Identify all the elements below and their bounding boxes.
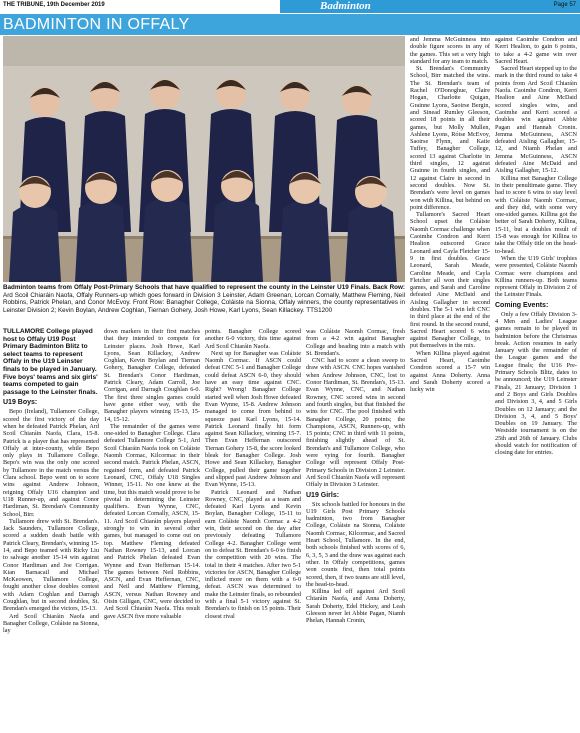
team-photo-illustration (3, 36, 405, 282)
article-column-1 (3, 328, 99, 730)
page-header (0, 0, 580, 14)
paragraph: Only a few Offaly Division 3-4 Men and Ladies' League games remain to be played in badminton before the Christmas break. Action resumes in early January with the remainder of the League games and the League finals; the U16 Pre-Primary Schools Blitz, dates to be announced; the U19 Leinster Finals, 21 January; Division 1 and 2 Boys and Girls Doubles and Division 3, 4, and 5 Girls Doubles on 12 January; and the Division 3, 4, and 5 Boys' Doubles on 19 January. The Westside tournament is on the 25th and 26th of January. Clubs should watch for notification of closing date for entries. (495, 310, 577, 457)
photo-caption (3, 284, 405, 326)
caption-lead: Badminton teams from Offaly Post-Primary Schools that have qualified to represent the county in the Leinster U19 Finals. Back Row: (3, 284, 405, 291)
page-number: Page 57 (553, 2, 576, 8)
paragraph: against Caoimhe Condron and Kerri Healion, to gain 6 points, to take a 4-2 game win over Sacred Heart. (495, 36, 577, 65)
article-title: BADMINTON IN OFFALY (3, 16, 190, 33)
section-name: Badminton (320, 0, 371, 12)
caption-text: Ard Scoil Chiaráin Naofa, Offaly Runners-up which goes forward in Division 3 Leinster, Adam Greenan, Lorcan Cornally, Matthew Fleming, Neil Robbins, Patrick Phelan, and Conor McEvoy. Front Row: Banagher College, Coláiste na Sionna, Offaly winners, the county representatives in Leinster Division 2; Kevin Boylan, Andrew Coghlan, Tiernan Gohery, Josh Howe, Karl Lyons, Sean Killackey. TTS1200 (3, 291, 405, 314)
article-column-4 (306, 328, 405, 730)
article-column-6 (495, 36, 577, 730)
paragraph: Next up for Banagher was Coláiste Naomh Cormac. If ASCN could defeat CNC 5-1 and Banagher College could defeat ASCN 6-0, they should have an easy time against CNC. Right? Wrong! Banagher College started well when Josh Howe defeated Evan Wynne, 15-8. Andrew Johnson managed to come from behind to squeeze past Karl Lyons, 15-14. Patrick Leonard finally hit form against Sean Killackey, winning 15-7. Then Evan Heffernan outscored Tiernan Gohery 15-8, the score looked bleak for Banagher College. Josh Howe and Sean Killackey, Banagher College, pulled their game together and slipped past Andrew Johnson and Evan Wynne, 15-13. (205, 349, 301, 489)
paragraph: and Jemma McGuinness into double figure scores in any of the games. This set a very high standard for any team to match. (410, 36, 490, 65)
paragraph: points. Banagher College scored another 6-0 victory, this time against Ard Scoil Chiaráin Naofa. (205, 328, 301, 350)
article-column-3 (205, 328, 301, 730)
paragraph: St. Brendan's Community School, Birr matched the wins. The St. Brendan's team of Rachel O'Donoghue, Claire Hogan, Charlotte Quigan, Grainne Lyons, Saoirse Bergin, and Sinead Rumley Gleeson, scored 18 points in all their games, but Molly Mullen, Ashlene Lyons, Róise McEvoy, Saoirse Flynn, and Katie Tuffey, Banagher College, scored 13 against Charlotte in third singles, 12 against Grainne in fourth singles, and 12 against Claire in second in second doubles. Now St. Brendan's were level on games won with Killina, but behind on point difference. (410, 65, 490, 211)
article-title-bar (0, 14, 580, 35)
team-photo (3, 36, 405, 282)
paragraph: When the U19 Girls' trophies were presented, Coláiste Naomh Cormac were champions and Killina runners-up. Both teams represent Offaly in Division 2 of the Leinster Finals. (495, 254, 577, 299)
article-lead: TULLAMORE College played host to Offaly U19 Post Primary Badminton Blitz to select teams to represent Offaly in the U19 Leinster finals to be played in January. Five boys' teams and six girls' teams competed to gain passage to the Leinster finals. (3, 328, 98, 396)
paragraph: was Coláiste Naomh Cormac, fresh from a 4-2 win against Banagher College and heading into a match with St. Brendan's. (306, 328, 405, 357)
paragraph: Tullamore drew with St. Brendan's. Jack Saunders, Tullamore College, scored a sudden death battle with Patrick Cleary, Brendan's, winning 15-14, and Bepo teamed with Ricky Liu to salvage another 15-14 win against Conor Hardiman and Joe Corrigan. Kian Barnacail and Michael McKeowen, Tullamore College, fought another close doubles contest with Adam Coghlan and Darragh Coughlan, but in second doubles, St. Brendan's emerged the victors, 15-13. (3, 517, 99, 613)
article-column-2 (104, 328, 200, 730)
paragraph: Sacred Heart stepped up to the mark in the third round to take 4 points from Ard Scoil Chiaráin Naofa. Caoimhe Condron, Kerri Healion and Aine McDaid scored singles wins, and Caoimhe and Kerri scored a doubles win against Abbie Pagan and Hannah Cronin. Jemma McGuinness, ASCN defeated Aisling Gallagher, 15-12, and Niamh Phelan and Jemma McGuinness, ASCN defeated Aine McDaid and Aisling Gallagher, 15-12. (495, 65, 577, 175)
subheading-u19-girls: U19 Girls: (306, 491, 340, 499)
paragraph: Six schools battled for honours in the U19 Girls Post Primary Schools badminton, two from Banagher College, Coláiste na Sionna, Coláiste Naomh Cormac, Kilcormac, and Sacred Heart School, Tullamore. In the end, both schools finished with scores of 6, 6, 3, 5, 3 and the draw was against each other. In Offaly competitions, games won counts first, then total points scored, then, if two teams are still level, the head-to-head. (306, 500, 405, 588)
section-tab (280, 0, 580, 13)
newspaper-name: THE TRIBUNE, 19th December 2019 (3, 2, 105, 8)
subheading-coming-events: Coming Events: (495, 301, 549, 309)
paragraph: Ard Scoil Chiaráin Naofa and Banagher College, Coláiste na Sionna, lay (3, 612, 99, 635)
paragraph: Killina met Banagher College in their penultimate game. They had to score 6 wins to stay level with Coláiste Naomh Cormac, and they did, with some very one-sided games. Killina got the better of Sarah Doherty, Killina, 15-11, but a doubles result of 15-8 was enough for Killina to take the Offaly title on the head-to-head. (495, 174, 577, 255)
paragraph: Tullamore's Sacred Heart School upset the Coláiste Naomh Cormac challenge when Caoimhe Condron and Kerri Healion outscored Grace Leonard and Cayla Fletcher 15-9 in first doubles. Grace Leonard, Sarah Meade, Caroline Meade, and Cayla Fletcher all won their singles games, and Sarah and Caroline defeated Aine McDaid and Aisling Gallagher in second doubles. The 5-1 win left CNC in third place at the end of the first round. In the second round, Sacred Heart scored 6 wins against Banagher College, to put themselves in the mix. (410, 211, 490, 350)
paragraph: The remainder of the games were one-sided to Banagher College. Clara defeated Tullamore College 5-1, Ard Scoil Chiaráin Naofa took on Coláiste Naomh Cormac, Kilcormac in their second match. Patrick Phelan, ASCN, regained form, and defeated Patrick Leonard, CNC, Offaly U18 Singles Winner, 15-11. No one knew at the time, but this match would prove to be pivotal in determining the Leinster qualifiers. Evan Wynne, CNC, defeated Lorcan Cornally, ASCN, 15-11. Ard Scoil Chiaráin players played strongly to win in several other games, but managed to come out on top. Matthew Fleming defeated Nathan Rowney 15-13, and Lorcan and Patrick Phelan defeated Evan Wynne and Evan Heffernan 15-14. The games between Neil Robbins, ASCN, and Evan Heffernan, CNC, and Neil and Matthew Fleming, ASCN, versus Nathan Rowney and Oisin Gilligan, CNC, were decided to Ard Scoil Chiaráin Naofa. This result gave ASCN five more valuable (104, 422, 200, 620)
paragraph: When Killina played against Sacred Heart, Caoimhe Condron scored a 15-7 win against Anna Doherty. Anna and Sarah Doherty scored a lucky win (410, 349, 490, 394)
subheading-u19-boys: U19 Boys: (3, 399, 38, 407)
article-column-5 (410, 36, 490, 730)
paragraph: Killina led off against Ard Scoil Chiaráin Naofa, and Anna Doherty, Sarah Doherty, Edel Hickey, and Leah Gleeson never let Abbie Pagan, Niamh Phelan, Hannah Cronin, (306, 588, 405, 625)
paragraph: CNC had to score a clean sweep to draw with ASCN. CNC hopes vanished when Andrew Johnson, CNC, lost to Conor Hardiman, St. Brendan's, 15-13. Evan Wynne, CNC, and Nathan Rowney, CNC scored wins in second and fourth singles, but that finished the wins for CNC. The pool finished with Banagher College, 20 points; the Champions, ASCN, Runners-up, with 15 points; CNC in third with 11 points, finishing slightly ahead of St. Brendan's and Tullamore College, who were vying for fourth. Banagher College will represent Offaly Post-Primary Schools in Division 2 Leinster. Ard Scoil Chiaráin Naofa will represent Offaly in Division 3 Leinster. (306, 357, 405, 489)
paragraph: Patrick Leonard and Nathan Rowney, CNC, played as a team and defeated Karl Lyons and Kevin Boylan, Banagher College, 15-11 to earn Coláiste Naomh Cormac a 4-2 win, their second on the day after previously defeating Tullamore College 4-2. Banagher College went on to defeat St. Brendan's 6-0 to finish the competition with 20 wins. The total in their 4 matches. After two 5-1 victories for ASCN, Banagher College inflicted more on them with a 6-0 defeat. ASCN was determined to make the Leinster finals, so rebounded with a final 5-1 victory against St. Brendan's to finish on 15 points. Their closest rival (205, 488, 301, 620)
paragraph: down markers in their first matches that they intended to compete for Leinster places. Josh Howe, Karl Lyons, Sean Killackey, Andrew Coghlan, Kevin Boylan and Tiernan Gohery, Banagher College, defeated St. Brendan's Conor Hardiman, Patrick Cleary, Adam Carroll, Joe Corrigan, and Darragh Coughlan 6-0. The first three singles games could have gone either way, with the Banagher players winning 15-13, 15-14, 15-12. (104, 328, 200, 423)
paragraph: Bepo (Ireland), Tullamore College, scored the first victory of the day when he defeated Patrick Phelan, Ard Scoil Chiaráin Naofa, Clara, 15-8. Patrick is a player that has represented Offaly at inter-county, while Bepo only plays in Tullamore College. Bepo's win was the only one scored by Tullamore in the match versus the Clara school. Bepo went on to score wins against Andrew Johnson, reigning Offaly U16 champion and U18 Runner-up, and against Conor Hardiman, St. Brendan's Community School, Birr. (3, 408, 99, 518)
